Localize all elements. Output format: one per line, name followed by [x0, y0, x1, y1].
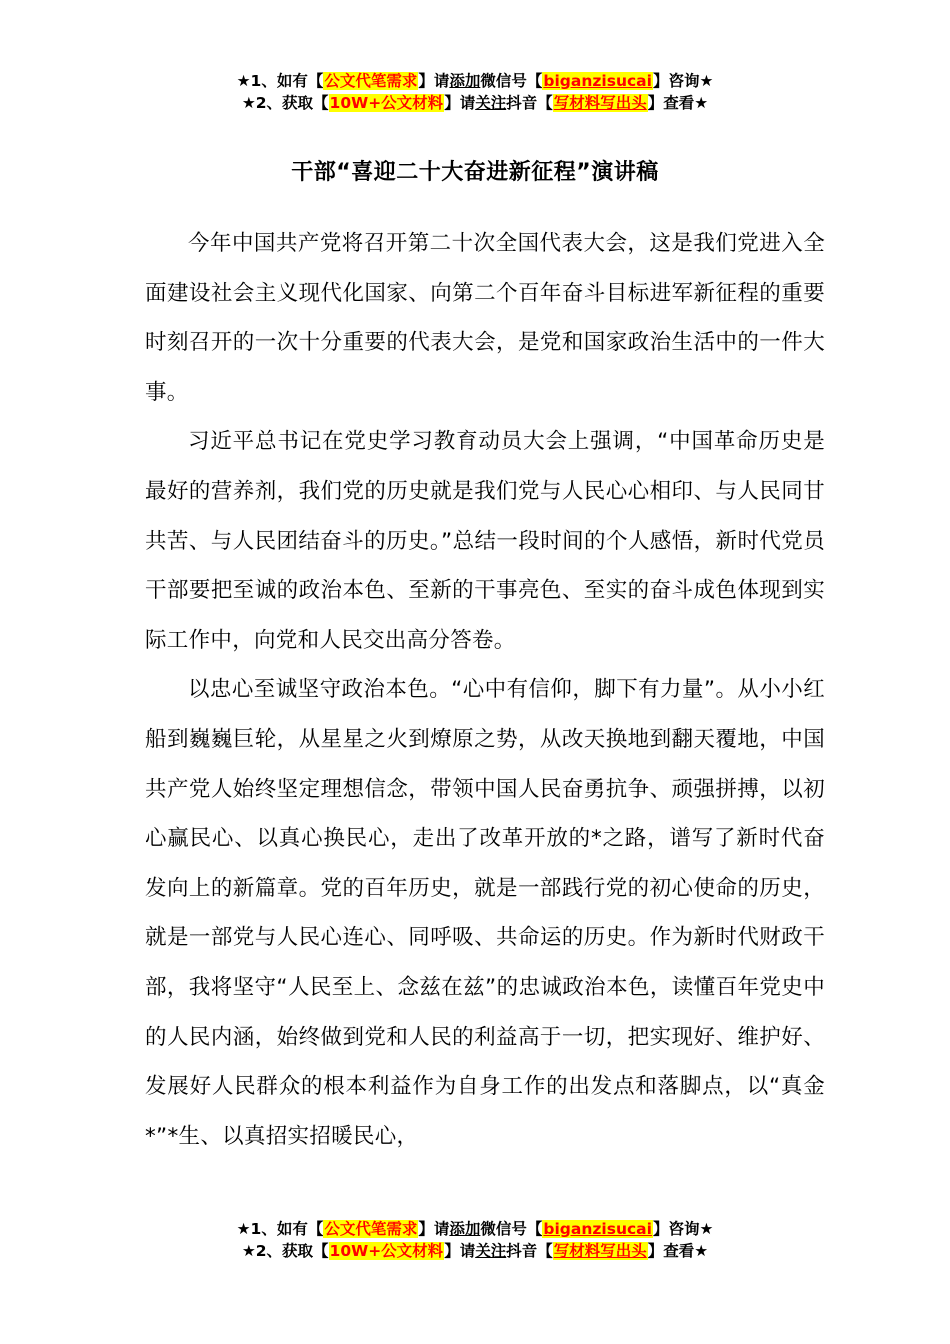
banner-line1-middle2: 微信号【: [480, 72, 543, 90]
banner-line-1: [0, 70, 950, 92]
footer-line1-prefix: ★1、如有【: [236, 1220, 324, 1238]
banner-line-2: [0, 92, 950, 114]
document-title: 干部“喜迎二十大奋进新征程”演讲稿: [291, 160, 659, 185]
footer-line1-suffix: 】咨询★: [652, 1220, 714, 1238]
footer-line2-highlight-materials: 10W+公文材料: [329, 1242, 444, 1260]
footer-line1-highlight-service: 公文代笔需求: [324, 1220, 418, 1238]
footer-line2-middle1: 】请: [444, 1242, 476, 1260]
banner-douyin-account-link[interactable]: 写材料写出头: [553, 94, 647, 112]
header-banner: [0, 70, 950, 114]
banner-line2-underlined: 关注: [475, 94, 507, 112]
banner-wechat-id-link[interactable]: biganzisucai: [543, 72, 652, 90]
paragraph-2: 习近平总书记在党史学习教育动员大会上强调，“中国革命历史是最好的营养剂，我们党的历史就是我们党与人民心心相印、与人民同甘共苦、与人民团结奋斗的历史。”总结一段时间的个人感悟，新时代党员干部要把至诚的政治本色、至新的干事亮色、至实的奋斗成色体现到实际工作中，向党和人民交出高分答卷。: [145, 429, 825, 653]
footer-wechat-id-link[interactable]: biganzisucai: [543, 1220, 652, 1238]
footer-banner-line-1: [0, 1218, 950, 1240]
document-body: [145, 219, 825, 1161]
banner-line2-middle1: 】请: [444, 94, 476, 112]
banner-line1-highlight-service: 公文代笔需求: [324, 72, 418, 90]
footer-line1-middle1: 】请: [418, 1220, 450, 1238]
banner-line1-prefix: ★1、如有【: [236, 72, 324, 90]
footer-line2-underlined: 关注: [475, 1242, 507, 1260]
paragraph-1: 今年中国共产党将召开第二十次全国代表大会，这是我们党进入全面建设社会主义现代化国家、向第二个百年奋斗目标进军新征程的重要时刻召开的一次十分重要的代表大会，是党和国家政治生活中的一件大事。: [145, 231, 825, 405]
banner-line1-suffix: 】咨询★: [652, 72, 714, 90]
footer-banner: [0, 1218, 950, 1262]
footer-line2-suffix: 】查看★: [647, 1242, 709, 1260]
paragraph-3: 以忠心至诚坚守政治本色。“心中有信仰，脚下有力量”。从小小红船到巍巍巨轮，从星星之火到燎原之势，从改天换地到翻天覆地，中国共产党人始终坚定理想信念，带领中国人民奋勇抗争、顽强拼搏，以初心赢民心、以真心换民心，走出了改革开放的*之路，谱写了新时代奋发向上的新篇章。党的百年历史，就是一部践行党的初心使命的历史，就是一部党与人民心连心、同呼吸、共命运的历史。作为新时代财政干部，我将坚守“人民至上、念兹在兹”的忠诚政治本色，读懂百年党史中的人民内涵，始终做到党和人民的利益高于一切，把实现好、维护好、发展好人民群众的根本利益作为自身工作的出发点和落脚点，以“真金*”*生、以真招实招暖民心，: [145, 677, 825, 1149]
banner-line2-suffix: 】查看★: [647, 94, 709, 112]
footer-line1-underlined: 添加: [449, 1220, 481, 1238]
banner-line1-middle1: 】请: [418, 72, 450, 90]
footer-douyin-account-link[interactable]: 写材料写出头: [553, 1242, 647, 1260]
banner-line2-prefix: ★2、获取【: [241, 94, 329, 112]
footer-line2-prefix: ★2、获取【: [241, 1242, 329, 1260]
footer-line2-middle2: 抖音【: [506, 1242, 553, 1260]
footer-line1-middle2: 微信号【: [480, 1220, 543, 1238]
footer-banner-line-2: [0, 1240, 950, 1262]
banner-line2-middle2: 抖音【: [506, 94, 553, 112]
banner-line1-underlined: 添加: [449, 72, 481, 90]
banner-line2-highlight-materials: 10W+公文材料: [329, 94, 444, 112]
